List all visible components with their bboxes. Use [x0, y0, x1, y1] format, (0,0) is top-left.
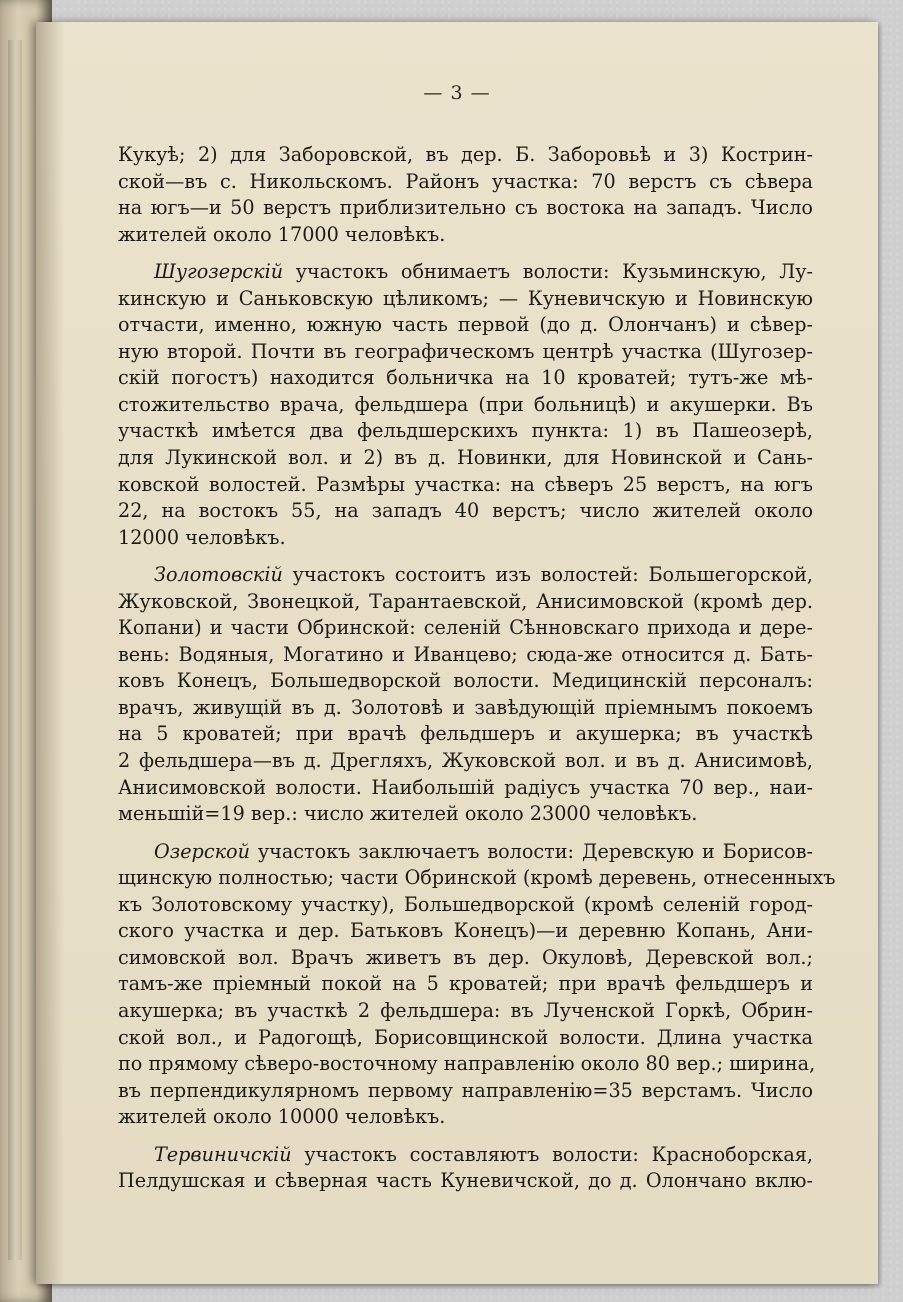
text-line: въ перпендикулярномъ первому направленію=35 верстамъ. Число — [118, 1078, 813, 1102]
text-line: Пелдушская и сѣверная часть Куневичской, до д. Олончано вклю- — [118, 1169, 813, 1193]
text-line: Жуковской, Звонецкой, Тарантаевской, Анисимовской (кромѣ дер. — [118, 589, 813, 613]
text-line: на югъ—и 50 верстъ приблизительно съ востока на западъ. Число — [118, 196, 813, 220]
district-name: Озерской — [154, 839, 250, 863]
text-line: тамъ-же пріемный покой на 5 кроватей; при врачѣ фельдшеръ и — [118, 972, 813, 996]
text-line: 2 фельдшера—въ д. Дрегляхъ, Жуковской вол. и въ д. Анисимовѣ, — [118, 749, 813, 773]
text-line: акушерка; въ участкѣ 2 фельдшера: въ Лученской Горкѣ, Обрин- — [118, 998, 813, 1022]
district-name: Золотовскій — [154, 563, 283, 587]
text-line: кинскую и Саньковскую цѣликомъ; — Куневичскую и Новинскую — [118, 286, 813, 310]
text-line: ную второй. Почти въ географическомъ центрѣ участка (Шугозер- — [118, 339, 813, 363]
text-line: отчасти, именно, южную часть первой (до д. Олончанъ) и сѣвер- — [118, 313, 813, 337]
text-line: Анисимовской волости. Наибольшій радіусъ участка 70 вер., наи- — [118, 775, 813, 799]
paragraph-1 — [118, 142, 813, 248]
text-line: щинскую полностью; части Обринской (кромѣ деревень, отнесенныхъ — [118, 866, 836, 890]
paragraph-zolotovsky — [118, 562, 813, 827]
text-line: 22, на востокъ 55, на западъ 40 верстъ; число жителей около — [118, 499, 813, 523]
text-line: врачъ, живущій въ д. Золотовѣ и завѣдующій пріемнымъ покоемъ — [118, 695, 813, 719]
district-name: Тервиничскій — [154, 1142, 292, 1166]
text-line: къ Золотовскому участку), Большедворской (кромѣ селеній город- — [118, 892, 813, 916]
text-line: ского участка и дер. Батьковъ Конецъ)—и деревню Копань, Ани- — [118, 919, 813, 943]
district-name: Шугозерскій — [154, 260, 284, 284]
text-fragment: участокъ заключаетъ волости: Деревскую и Борисов- — [249, 839, 813, 863]
text-line: ковской волостей. Размѣры участка: на сѣверъ 25 верстъ, на югъ — [118, 472, 813, 496]
text-line: меньшій=19 вер.: число жителей около 23000 человѣкъ. — [118, 802, 698, 826]
text-line: по прямому сѣверо-восточному направленію около 80 вер.; ширина, — [118, 1052, 816, 1076]
text-line: скій погостъ) находится больничка на 10 кроватей; тутъ-же мѣ- — [118, 366, 813, 390]
paragraph-shugozersky — [118, 259, 813, 551]
text-fragment: участокъ обнимаетъ волости: Кузьминскую, Лу- — [283, 260, 813, 284]
text-line: Копани) и части Обринской: селеній Сѣнновскаго прихода и дере- — [118, 616, 813, 640]
text-line: Кукуѣ; 2) для Заборовской, въ дер. Б. Заборовьѣ и 3) Кострин- — [118, 143, 813, 166]
page-number: — 3 — — [423, 82, 491, 104]
text-line: ской вол., и Радогощѣ, Борисовщинской волости. Длина участка — [118, 1025, 813, 1049]
text-line — [118, 259, 813, 286]
text-line: ковъ Конецъ, Большедворской волости. Медицинскій персоналъ: — [118, 669, 813, 693]
text-line — [118, 1142, 813, 1169]
text-line: симовской вол. Врачъ живетъ въ дер. Окуловѣ, Деревской вол.; — [118, 945, 813, 969]
text-line: ской—въ с. Никольскомъ. Районъ участка: 70 верстъ съ сѣвера — [118, 169, 813, 193]
gutter-shadow — [36, 22, 64, 1284]
page-text — [118, 142, 836, 1195]
text-line — [118, 562, 813, 589]
text-line: для Лукинской вол. и 2) въ д. Новинки, для Новинской и Сань- — [118, 446, 813, 470]
text-line: на 5 кроватей; при врачѣ фельдшеръ и акушерка; въ участкѣ — [118, 722, 813, 746]
text-line: стожительство врача, фельдшера (при больницѣ) и акушерки. Въ — [118, 392, 813, 416]
text-fragment: участокъ составляютъ волости: Красноборская, — [291, 1142, 813, 1166]
text-line — [118, 839, 813, 866]
text-line: участкѣ имѣется два фельдшерскихъ пункта: 1) въ Пашеозерѣ, — [118, 419, 813, 443]
text-line: 12000 человѣкъ. — [118, 525, 286, 549]
paragraph-ozersky — [118, 839, 836, 1131]
paragraph-tervinichsky — [118, 1142, 813, 1195]
text-line: жителей около 10000 человѣкъ. — [118, 1105, 446, 1129]
text-line: вень: Водяныя, Могатино и Иванцево; сюда-же относится д. Бать- — [118, 642, 813, 666]
book-page — [36, 22, 878, 1284]
text-line: жителей около 17000 человѣкъ. — [118, 222, 446, 246]
text-fragment: участокъ состоитъ изъ волостей: Большегорской, — [282, 563, 813, 587]
